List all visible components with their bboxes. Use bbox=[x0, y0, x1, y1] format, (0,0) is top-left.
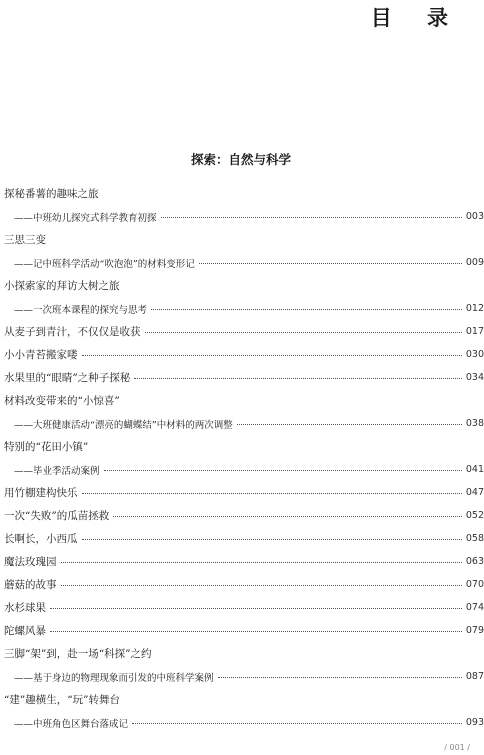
page-title: 目 录 bbox=[370, 6, 462, 30]
toc-entry-title: 水杉球果 bbox=[4, 602, 46, 614]
toc-entry-page: 079 bbox=[465, 625, 484, 636]
dot-leader bbox=[145, 332, 462, 333]
toc-entry-title: 魔法玫瑰园 bbox=[4, 556, 57, 568]
dot-leader bbox=[50, 631, 462, 632]
toc-entry-page: 030 bbox=[465, 349, 484, 360]
toc-entry-title: 材料改变带来的“小惊喜” bbox=[4, 395, 120, 407]
toc-entry-page: 087 bbox=[465, 671, 484, 682]
toc-entry-title: 三脚“架”到，赴一场“科探”之约 bbox=[4, 648, 152, 660]
toc-entry-page: 063 bbox=[465, 556, 484, 567]
toc-entry[interactable] bbox=[4, 596, 484, 619]
toc-entry[interactable] bbox=[4, 481, 484, 504]
dot-leader bbox=[61, 585, 462, 586]
toc-entry[interactable] bbox=[4, 412, 484, 435]
toc-entry-page: 052 bbox=[465, 510, 484, 521]
toc-entry-page: 070 bbox=[465, 579, 484, 590]
toc-entry[interactable] bbox=[4, 665, 484, 688]
dot-leader bbox=[82, 539, 462, 540]
dot-leader bbox=[161, 217, 462, 218]
toc-entry-page: 017 bbox=[465, 326, 484, 337]
toc-entry[interactable] bbox=[4, 573, 484, 596]
toc-entry[interactable] bbox=[4, 619, 484, 642]
toc-entry[interactable] bbox=[4, 343, 484, 366]
toc-entry-page: 058 bbox=[465, 533, 484, 544]
dot-leader bbox=[151, 309, 462, 310]
toc-entry-page: 047 bbox=[465, 487, 484, 498]
toc-entry[interactable] bbox=[4, 274, 484, 297]
dot-leader bbox=[134, 378, 462, 379]
toc-entry-title: ——大班健康活动“漂亮的蝴蝶结”中材料的两次调整 bbox=[14, 419, 233, 431]
toc-entry[interactable] bbox=[4, 527, 484, 550]
toc-entry[interactable] bbox=[4, 458, 484, 481]
dot-leader bbox=[104, 470, 462, 471]
toc-entry-page: 009 bbox=[465, 257, 484, 268]
toc-entry[interactable] bbox=[4, 320, 484, 343]
toc-entry-title: ——中班幼儿探究式科学教育初探 bbox=[14, 212, 157, 224]
toc-entry[interactable] bbox=[4, 297, 484, 320]
toc-entry-title: 用竹棚建构快乐 bbox=[4, 487, 78, 499]
dot-leader bbox=[113, 516, 462, 517]
dot-leader bbox=[199, 263, 462, 264]
dot-leader bbox=[82, 493, 462, 494]
toc-entry-title: ——一次班本课程的探究与思考 bbox=[14, 304, 148, 316]
dot-leader bbox=[82, 355, 462, 356]
toc-entry-title: ——中班角色区舞台落成记 bbox=[14, 718, 129, 730]
dot-leader bbox=[132, 723, 462, 724]
toc-entry-title: 蘑菇的故事 bbox=[4, 579, 57, 591]
toc-entry[interactable] bbox=[4, 504, 484, 527]
dot-leader bbox=[61, 562, 462, 563]
toc-entry[interactable] bbox=[4, 366, 484, 389]
toc-entry-title: ——毕业季活动案例 bbox=[14, 465, 100, 477]
toc-entry[interactable] bbox=[4, 711, 484, 734]
toc-entry[interactable] bbox=[4, 251, 484, 274]
toc-entry[interactable] bbox=[4, 182, 484, 205]
dot-leader bbox=[50, 608, 462, 609]
toc-entry-title: 三思三变 bbox=[4, 234, 46, 246]
toc-entry[interactable] bbox=[4, 550, 484, 573]
toc-entry-page: 012 bbox=[465, 303, 484, 314]
toc-entry-title: 陀螺风暴 bbox=[4, 625, 46, 637]
toc-entry-title: 长啊长，小西瓜 bbox=[4, 533, 78, 545]
toc-entry-title: ——记中班科学活动“吹泡泡”的材料变形记 bbox=[14, 258, 195, 270]
toc-entry[interactable] bbox=[4, 389, 484, 412]
dot-leader bbox=[237, 424, 462, 425]
toc-entry-page: 038 bbox=[465, 418, 484, 429]
toc-entry-title: 探秘番薯的趣味之旅 bbox=[4, 188, 99, 200]
toc-entry[interactable] bbox=[4, 205, 484, 228]
section-title: 探索：自然与科学 bbox=[190, 152, 291, 167]
toc-entry[interactable] bbox=[4, 228, 484, 251]
toc-entry-page: 093 bbox=[465, 717, 484, 728]
toc-entry-title: 特别的“花田小镇” bbox=[4, 441, 89, 453]
toc-entry[interactable] bbox=[4, 688, 484, 711]
toc-entry[interactable] bbox=[4, 435, 484, 458]
toc-entry-title: ——基于身边的物理现象而引发的中班科学案例 bbox=[14, 672, 214, 684]
toc-entry-title: 从麦子到青汁，不仅仅是收获 bbox=[4, 326, 141, 338]
toc-entry-title: 小小青苔搬家喽 bbox=[4, 349, 78, 361]
toc-entry-title: “建”趣横生，“玩”转舞台 bbox=[4, 694, 120, 706]
toc-entry-page: 041 bbox=[465, 464, 484, 475]
toc-entry-page: 034 bbox=[465, 372, 484, 383]
toc-entry[interactable] bbox=[4, 642, 484, 665]
table-of-contents bbox=[4, 182, 484, 734]
toc-entry-title: 小探索家的拜访大树之旅 bbox=[4, 280, 120, 292]
page-number: / 001 / bbox=[444, 743, 470, 752]
dot-leader bbox=[218, 677, 462, 678]
toc-entry-title: 水果里的“眼睛”之种子探秘 bbox=[4, 372, 131, 384]
toc-entry-title: 一次“失败”的瓜苗拯救 bbox=[4, 510, 110, 522]
toc-entry-page: 074 bbox=[465, 602, 484, 613]
toc-entry-page: 003 bbox=[465, 211, 484, 222]
